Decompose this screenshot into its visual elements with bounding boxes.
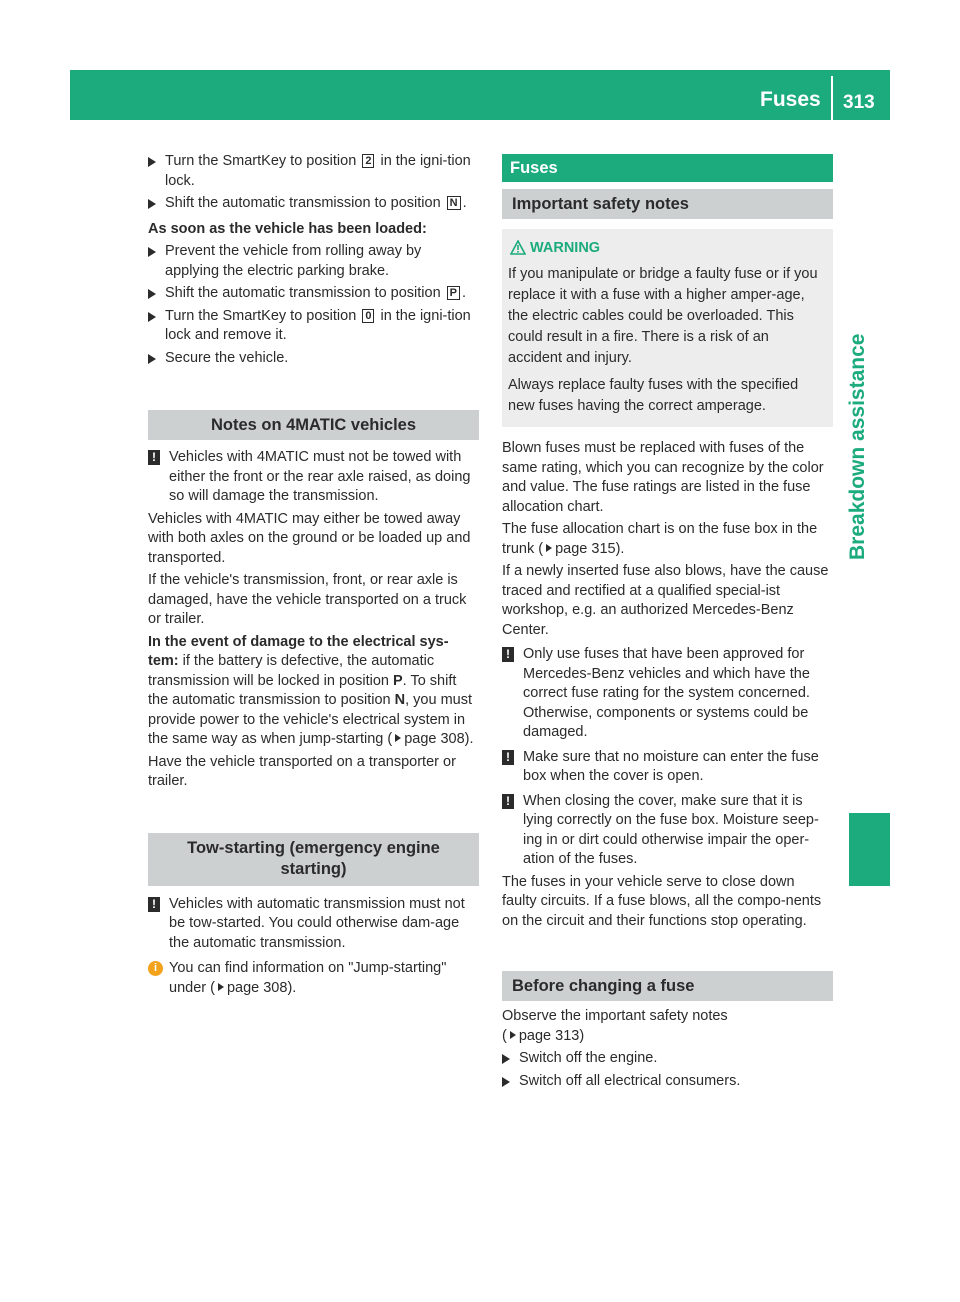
page-ref-arrow-icon <box>395 734 401 742</box>
arrow-right-icon <box>148 354 156 364</box>
arrow-right-icon <box>148 289 156 299</box>
section-heading-safety: Important safety notes <box>502 189 833 219</box>
caution-note <box>148 895 479 954</box>
step-item <box>148 194 479 214</box>
page-ref-link[interactable]: page 308 <box>404 731 465 747</box>
text: Observe the important safety notes <box>502 1008 728 1024</box>
note-text: ). <box>287 979 297 996</box>
warning-text: Always replace faulty fuses with the specified new fuses having the correct amperage. <box>508 377 799 414</box>
step-item <box>148 152 479 191</box>
section-heading-4matic: Notes on 4MATIC vehicles <box>148 410 479 440</box>
paragraph-observe: Observe the important safety notes ( page 313) <box>502 1008 728 1044</box>
warning-text: If you manipulate or bridge a faulty fuse or if you replace it with a fuse with a higher amper-age, the electric cables could be overloaded. This could result in a fire. There is a risk of an accident and injury. <box>508 266 818 366</box>
paragraph: The fuses in your vehicle serve to close down faulty circuits. If a fuse blows, all the compo-nents on the circuit and their functions stop operating. <box>502 873 822 929</box>
step-text: Turn the SmartKey to position <box>165 307 361 324</box>
exclamation-icon: ! <box>502 750 514 765</box>
step-text: Turn the SmartKey to position <box>165 153 361 169</box>
paragraph-electrical <box>148 633 479 750</box>
section-heading-tow-starting: Tow-starting (emergency engine starting) <box>148 833 479 886</box>
paragraph: If the vehicle's transmission, front, or rear axle is damaged, have the vehicle transported on a truck or trailer. <box>148 572 467 627</box>
step-item <box>148 284 479 304</box>
step-item <box>148 242 479 281</box>
arrow-right-icon <box>502 1077 510 1087</box>
arrow-right-icon <box>148 312 156 322</box>
step-text: Shift the automatic transmission to position <box>165 285 445 301</box>
note-text: Vehicles with automatic transmission must not be tow-started. You could otherwise dam-age the automatic transmission. <box>169 895 465 951</box>
position-n: N <box>394 692 406 708</box>
warning-triangle-icon <box>510 240 526 255</box>
paragraph-chart <box>502 520 833 559</box>
chapter-side-label: Breakdown assistance <box>846 333 869 560</box>
loaded-heading: As soon as the vehicle has been loaded: <box>148 220 427 237</box>
right-column <box>502 154 833 1091</box>
key-position-n: N <box>447 196 461 210</box>
note-text: Vehicles with 4MATIC must not be towed with either the front or the rear axle raised, as doing so will damage the transmission. <box>169 449 471 504</box>
step-item <box>148 349 479 369</box>
step-item <box>502 1049 833 1069</box>
step-item <box>502 1072 833 1092</box>
warning-box <box>502 229 833 427</box>
info-icon: i <box>148 961 163 976</box>
exclamation-icon: ! <box>148 450 160 465</box>
key-position-2: 2 <box>362 154 374 168</box>
paragraph: Vehicles with 4MATIC may either be towed away with both axles on the ground or be loaded up and transported. <box>148 510 471 566</box>
page-title: Fuses <box>760 88 821 111</box>
note-text: Only use fuses that have been approved for Mercedes-Benz vehicles and which have the correct fuse rating for the system concerned. Otherwise, components or systems could be damaged. <box>523 646 810 740</box>
caution-note <box>502 748 833 787</box>
paragraph: Have the vehicle transported on a transporter or trailer. <box>148 753 456 789</box>
page-number: 313 <box>843 92 875 113</box>
key-position-0: 0 <box>362 309 374 323</box>
exclamation-icon: ! <box>502 647 514 662</box>
caution-note <box>502 645 833 743</box>
note-text: Make sure that no moisture can enter the fuse box when the cover is open. <box>523 748 819 784</box>
section-heading-before-changing: Before changing a fuse <box>502 971 833 1001</box>
step-text: Prevent the vehicle from rolling away by applying the electric parking brake. <box>165 243 422 279</box>
section-title-fuses: Fuses <box>502 154 833 182</box>
step-text: Switch off all electrical consumers. <box>519 1072 741 1089</box>
text: . To shift the automatic transmission to position <box>148 672 457 708</box>
arrow-right-icon <box>148 247 156 257</box>
step-text: Secure the vehicle. <box>165 349 289 366</box>
page-ref-arrow-icon <box>218 983 224 991</box>
electrical-heading: In the event of damage to the electrical sys-tem: <box>148 633 449 669</box>
step-text: Switch off the engine. <box>519 1050 658 1066</box>
note-text: When closing the cover, make sure that it is lying correctly on the fuse box. Moisture seep-ing in or dirt could otherwise impair the oper-ation of the fuses. <box>523 792 819 867</box>
key-position-p: P <box>447 286 460 300</box>
text: if the battery is defective, the automatic transmission will be locked in position <box>148 653 435 689</box>
text: , you must provide power to the vehicle's electrical system in the same way as when jump-starting ( <box>148 692 472 747</box>
exclamation-icon: ! <box>502 794 514 809</box>
caution-note <box>502 792 833 870</box>
step-text: . <box>462 195 467 211</box>
note-text: You can find information on "Jump-starting" under ( <box>169 960 447 996</box>
left-column <box>148 152 479 998</box>
arrow-right-icon <box>502 1054 510 1064</box>
warning-label: WARNING <box>530 240 601 256</box>
step-item <box>148 307 479 346</box>
header-divider <box>831 76 833 120</box>
paragraph: Blown fuses must be replaced with fuses of the same rating, which you can recognize by the color and value. The fuse ratings are listed in the fuse allocation chart. <box>502 440 824 515</box>
step-text: Shift the automatic transmission to position <box>165 195 445 211</box>
text: ). <box>615 540 625 557</box>
step-text: in the igni-tion lock. <box>165 153 471 189</box>
step-text: in the igni-tion lock and remove it. <box>165 307 471 343</box>
text: ) <box>579 1027 585 1044</box>
page-ref-arrow-icon <box>510 1031 516 1039</box>
paragraph: If a newly inserted fuse also blows, have the cause traced and rectified at a qualified special-ist workshop, e.g. an authorized Mercedes-Benz Center. <box>502 563 829 638</box>
caution-note <box>148 448 479 507</box>
info-note <box>148 959 479 998</box>
warning-header <box>508 239 825 258</box>
page-ref-arrow-icon <box>546 544 552 552</box>
position-p: P <box>393 672 403 689</box>
step-text: . <box>462 285 467 301</box>
page-ref-link[interactable]: page 308 <box>226 979 288 996</box>
arrow-right-icon <box>148 157 156 167</box>
exclamation-icon: ! <box>148 897 160 912</box>
arrow-right-icon <box>148 199 156 209</box>
text: ). <box>464 731 474 747</box>
page-ref-link[interactable]: page 315 <box>555 540 616 557</box>
chapter-tab-marker <box>849 813 890 886</box>
page-ref-link[interactable]: page 313 <box>518 1027 580 1044</box>
text: The fuse allocation chart is on the fuse box in the trunk ( <box>502 521 818 557</box>
